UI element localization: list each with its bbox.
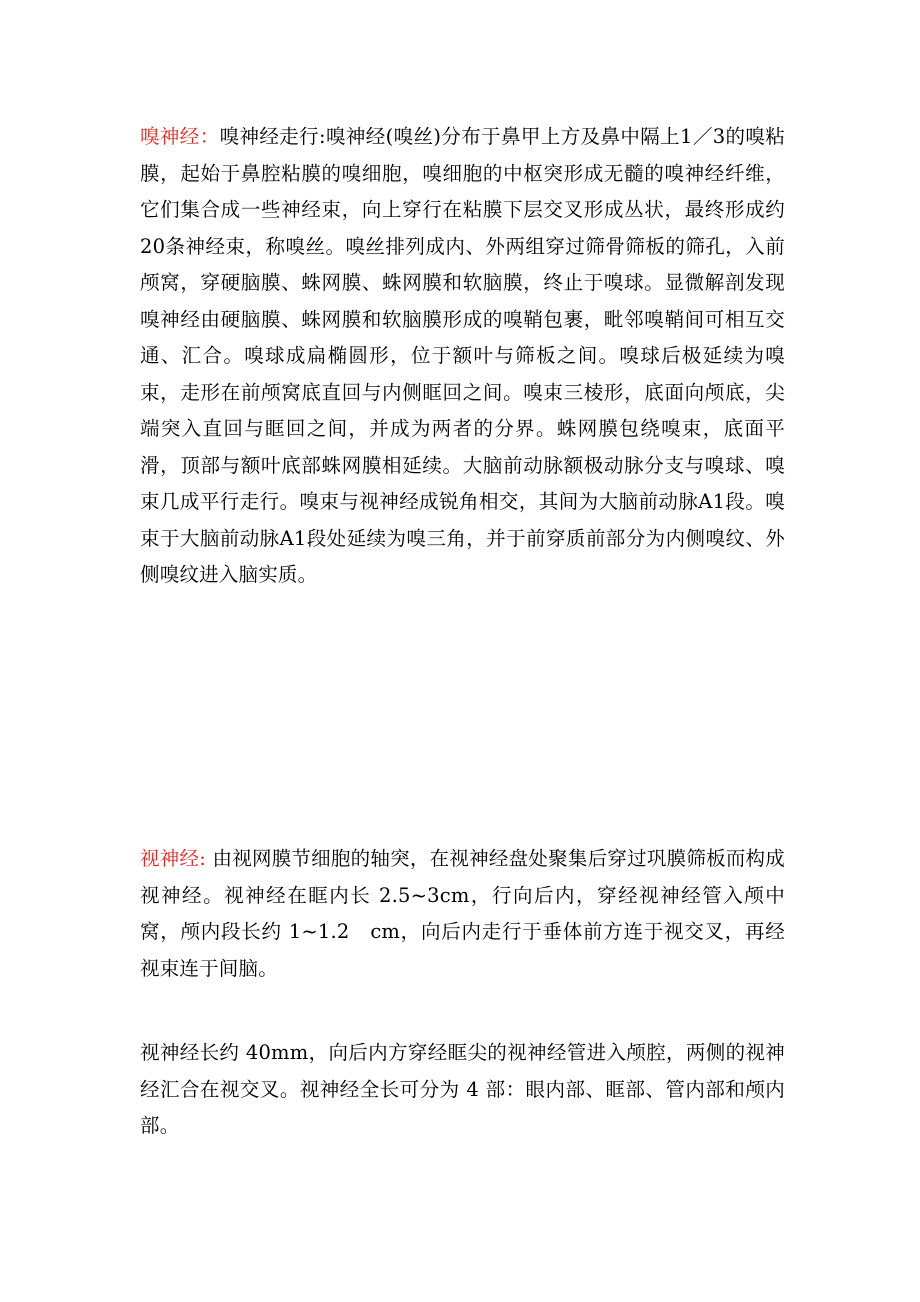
term-olfactory-nerve: 嗅神经： xyxy=(140,125,220,148)
text-olfactory-nerve: 嗅神经走行:嗅神经(嗅丝)分布于鼻甲上方及鼻中隔上1／3的嗅粘膜，起始于鼻腔粘膜的嗅细胞，嗅细胞的中枢突形成无髓的嗅神经纤维，它们集合成一些神经束，向上穿行在粘膜下层交叉形成丛状，最终形成约20条神经束，称嗅丝。嗅丝排列成内、外两组穿过筛骨筛板的筛孔，入前颅窝，穿硬脑膜、蛛网膜、蛛网膜和软脑膜，终止于嗅球。显微解剖发现嗅神经由硬脑膜、蛛网膜和软脑膜形成的嗅鞘包裹，毗邻嗅鞘间可相互交通、汇合。嗅球成扁椭圆形，位于额叶与筛板之间。嗅球后极延续为嗅束，走形在前颅窝底直回与内侧眶回之间。嗅束三棱形，底面向颅底，尖端突入直回与眶回之间，并成为两者的分界。蛛网膜包绕嗅束，底面平滑，顶部与额叶底部蛛网膜相延续。大脑前动脉额极动脉分支与嗅球、嗅束几成平行走行。嗅束与视神经成锐角相交，其间为大脑前动脉A1段。嗅束于大脑前动脉A1段处延续为嗅三角，并于前穿质前部分为内侧嗅纹、外侧嗅纹进入脑实质。 xyxy=(140,125,785,586)
paragraph-optic-nerve xyxy=(140,841,785,987)
paragraph-olfactory-nerve xyxy=(140,119,785,594)
term-optic-nerve: 视神经: xyxy=(140,847,207,870)
text-optic-nerve: 由视网膜节细胞的轴突，在视神经盘处聚集后穿过巩膜筛板而构成视神经。视神经在眶内长 2.5~3cm，行向后内，穿经视神经管入颅中窝，颅内段长约 1~1.2 cm，向后内走行于垂体前方连于视交叉，再经视束连于间脑。 xyxy=(140,847,786,980)
text-optic-nerve-length: 视神经长约 40mm，向后内方穿经眶尖的视神经管进入颅腔，两侧的视神经汇合在视交叉。视神经全长可分为 4 部：眼内部、眶部、管内部和颅内部。 xyxy=(140,1041,785,1137)
paragraph-optic-nerve-length xyxy=(140,1035,785,1145)
